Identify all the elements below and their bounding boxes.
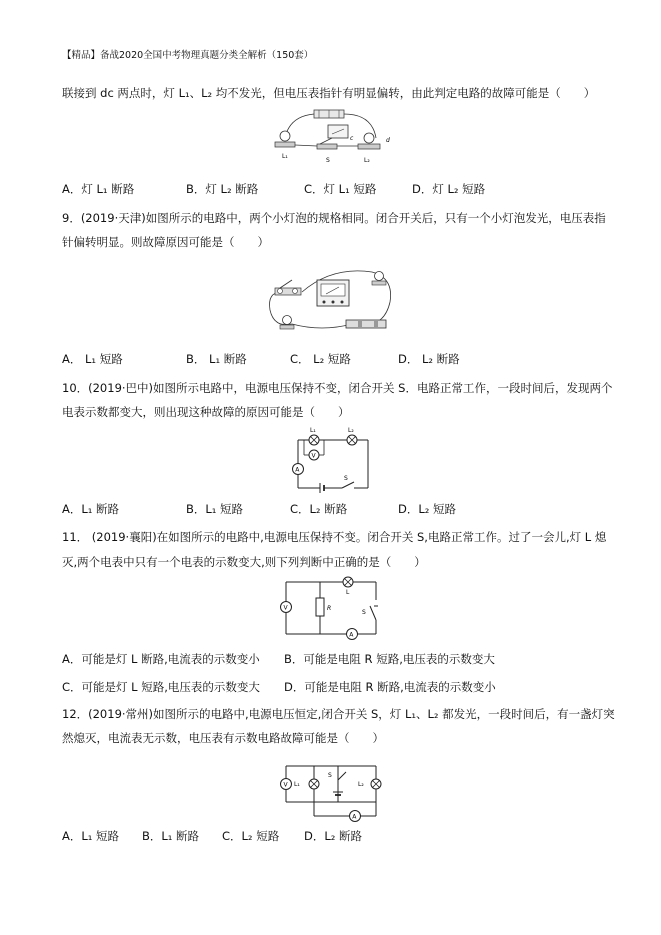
q8-label-l1: L₁	[282, 153, 288, 160]
q10-voltmeter-symbol: V	[311, 452, 316, 460]
q8-option-a: A．灯 L₁ 断路	[62, 182, 135, 196]
q12-option-a: A．L₁ 短路	[62, 829, 120, 843]
q10-ammeter-symbol: A	[295, 466, 300, 474]
q9-option-c: C． L₂ 短路	[290, 352, 351, 366]
q12-option-c: C．L₂ 短路	[222, 829, 280, 843]
q10-stem-line2: 电表示数都变大，则出现这种故障的原因可能是（ ）	[62, 405, 350, 419]
q9-option-a: A． L₁ 短路	[62, 352, 123, 366]
q11-option-a: A．可能是灯 L 断路,电流表的示数变小	[62, 652, 260, 666]
q11-option-d: D．可能是电阻 R 断路,电流表的示数变小	[284, 680, 496, 694]
q11-option-c: C．可能是灯 L 短路,电压表的示数变大	[62, 680, 260, 694]
q10-option-d: D．L₂ 短路	[398, 502, 457, 516]
q8-circuit-figure	[272, 108, 398, 170]
q8-option-b: B．灯 L₂ 断路	[186, 182, 259, 196]
q10-label-s: S	[344, 475, 348, 482]
q11-ammeter-symbol: A	[349, 631, 354, 639]
q12-label-l1: L₁	[294, 781, 300, 788]
document-header: 【精品】备战2020全国中考物理真题分类全解析（150套）	[62, 50, 314, 61]
q9-option-d: D． L₂ 断路	[398, 352, 460, 366]
q12-voltmeter-symbol: V	[283, 781, 288, 789]
q9-stem-line2: 针偏转明显。则故障原因可能是（ ）	[62, 235, 269, 249]
q9-option-b: B． L₁ 断路	[186, 352, 247, 366]
q12-circuit-figure	[276, 758, 388, 822]
q8-label-d: d	[386, 137, 390, 144]
q10-label-l2: L₂	[348, 427, 354, 434]
q9-stem-line1: 9．(2019·天津)如图所示的电路中，两个小灯泡的规格相同。闭合开关后，只有一个小灯泡发光，电压表指	[62, 211, 606, 225]
q11-option-b: B．可能是电阻 R 短路,电压表的示数变大	[284, 652, 495, 666]
q8-option-c: C．灯 L₁ 短路	[304, 182, 377, 196]
q8-label-s: S	[326, 157, 330, 164]
q10-stem-line1: 10．(2019·巴中)如图所示电路中，电源电压保持不变，闭合开关 S．电路正常工作，一段时间后，发现两个	[62, 381, 613, 395]
q8-option-d: D．灯 L₂ 短路	[412, 182, 486, 196]
q10-option-c: C．L₂ 断路	[290, 502, 348, 516]
q12-option-d: D．L₂ 断路	[304, 829, 363, 843]
q11-label-r: R	[327, 605, 332, 612]
q10-label-l1: L₁	[310, 427, 316, 434]
q12-label-s: S	[328, 772, 332, 779]
q12-label-l2: L₂	[358, 781, 364, 788]
q12-stem-line2: 然熄灭，电流表无示数，电压表有示数电路故障可能是（ ）	[62, 731, 384, 745]
q11-label-l: L	[346, 589, 350, 596]
q9-circuit-figure	[262, 262, 402, 338]
q8-label-l2: L₂	[364, 157, 370, 164]
q10-circuit-figure	[284, 424, 374, 494]
q11-stem-line1: 11． (2019·襄阳)在如图所示的电路中,电源电压保持不变。闭合开关 S,电路正常工作。过了一会儿,灯 L 熄	[62, 530, 607, 544]
q11-label-s: S	[362, 609, 366, 616]
q11-circuit-figure	[276, 576, 386, 642]
q12-ammeter-symbol: A	[352, 813, 357, 821]
q11-voltmeter-symbol: V	[283, 604, 288, 612]
q11-stem-line2: 灭,两个电表中只有一个电表的示数变大,则下列判断中正确的是（ ）	[62, 555, 426, 569]
q10-option-b: B．L₁ 短路	[186, 502, 244, 516]
q8-label-c: c	[350, 135, 354, 142]
q12-stem-line1: 12．(2019·常州)如图所示的电路中,电源电压恒定,闭合开关 S，灯 L₁、L₂ 都发光，一段时间后，有一盏灯突	[62, 707, 615, 721]
q8-stem: 联接到 dc 两点时，灯 L₁、L₂ 均不发光，但电压表指针有明显偏转，由此判定电路的故障可能是（ ）	[62, 86, 596, 100]
q10-option-a: A．L₁ 断路	[62, 502, 120, 516]
q12-option-b: B．L₁ 断路	[142, 829, 200, 843]
